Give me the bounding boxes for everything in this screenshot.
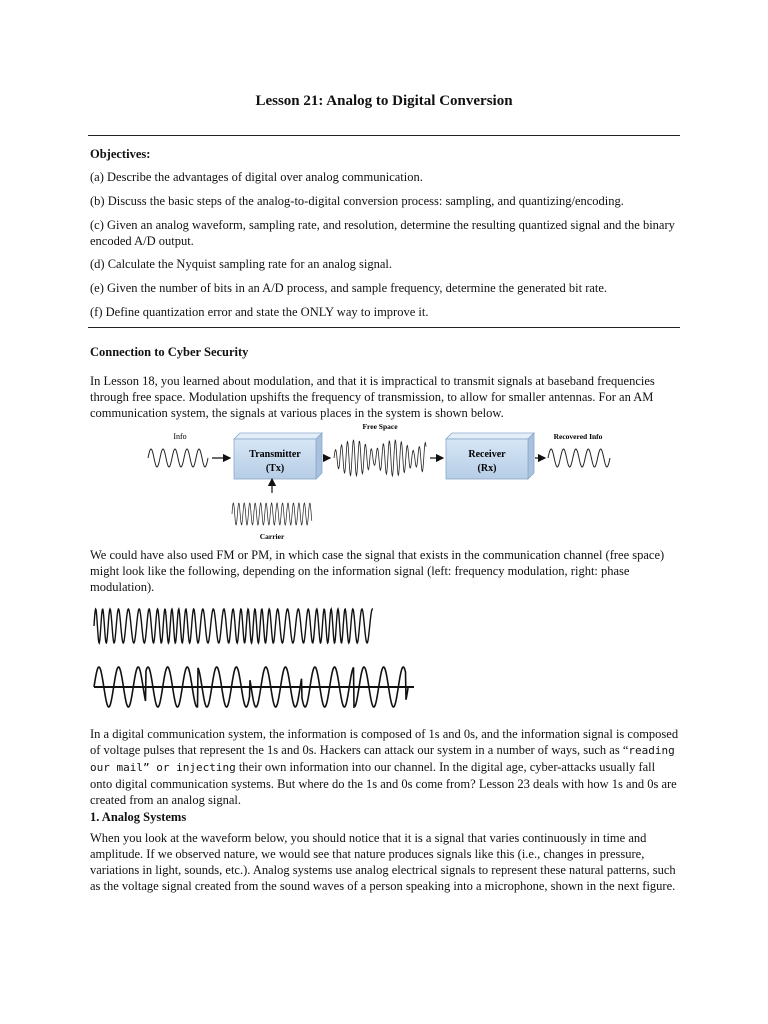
fm-pm-waveforms	[88, 602, 418, 712]
cyber-paragraph: In Lesson 18, you learned about modulation, and that it is impractical to transmit signals at baseband frequencies through free space. Modulation upshifts the frequency of transmission, to allow for smaller antennas. For an AM communication system, the signals at various places in the system is shown below.	[90, 374, 655, 420]
carrier-wave	[232, 503, 312, 525]
receiver-label: Receiver	[468, 449, 506, 460]
divider-bottom	[88, 327, 680, 328]
transmitter-abbr: (Tx)	[265, 463, 285, 474]
am-system-diagram	[140, 417, 630, 545]
divider-top	[88, 135, 680, 136]
section1-heading: 1. Analog Systems	[90, 810, 187, 824]
free-space-label: Free Space	[362, 422, 398, 431]
info-wave	[148, 449, 208, 467]
objective-d: (d) Calculate the Nyquist sampling rate for an analog signal.	[90, 257, 392, 271]
quote-open: “	[622, 743, 629, 757]
recovered-wave	[548, 449, 610, 467]
objectives-heading: Objectives:	[90, 147, 151, 161]
objective-c: (c) Given an analog waveform, sampling rate, and resolution, determine the resulting quantized signal and the binary encoded A/D output.	[90, 218, 675, 248]
cyber-heading: Connection to Cyber Security	[90, 345, 249, 359]
fm-wave	[94, 609, 373, 643]
handwritten-text: reading our mail” or injecting	[90, 744, 675, 774]
receiver-abbr: (Rx)	[477, 463, 497, 474]
objective-b: (b) Discuss the basic steps of the analog-to-digital conversion process: sampling, and quantizing/encoding.	[90, 194, 624, 208]
objective-a: (a) Describe the advantages of digital over analog communication.	[90, 170, 423, 184]
transmitter-label: Transmitter	[249, 449, 301, 460]
transmitter-box	[234, 433, 322, 479]
carrier-label: Carrier	[259, 532, 285, 541]
info-label: Info	[173, 432, 187, 441]
objective-f: (f) Define quantization error and state the ONLY way to improve it.	[90, 305, 429, 319]
receiver-box	[446, 433, 534, 479]
page-title: Lesson 21: Analog to Digital Conversion	[255, 93, 513, 109]
section1-paragraph: When you look at the waveform below, you should notice that it is a signal that varies continuously in time and amplitude. If we observed nature, we would see that nature produces signals like this (i.e., changes in pressure, variations in light, sounds, etc.). Analog systems use analog electrical signals to represent these natural patterns, such as the voltage signal created from the sound waves of a person speaking into a microphone, shown in the next figure.	[90, 831, 676, 893]
digital-text-before: In a digital communication system, the information is composed of 1s and 0s, and the information signal is composed of voltage pulses that represent the 1s and 0s. Hackers can attack our system in a number of ways, such as	[90, 727, 679, 757]
recovered-info-label: Recovered Info	[553, 432, 603, 441]
fm-pm-paragraph: We could have also used FM or PM, in which case the signal that exists in the communication channel (free space) might look like the following, depending on the information signal (left: frequency modulation, right: phase modulation).	[90, 548, 665, 594]
digital-paragraph	[90, 726, 680, 808]
objective-e: (e) Given the number of bits in an A/D process, and sample frequency, determine the generated bit rate.	[90, 281, 608, 295]
am-wave	[334, 440, 426, 476]
digital-text-after: their own information into our channel. In the digital age, cyber-attacks usually fall onto digital communication systems. But where do the 1s and 0s come from? Lesson 23 deals with how 1s and 0s are created from an analog signal.	[90, 760, 677, 807]
